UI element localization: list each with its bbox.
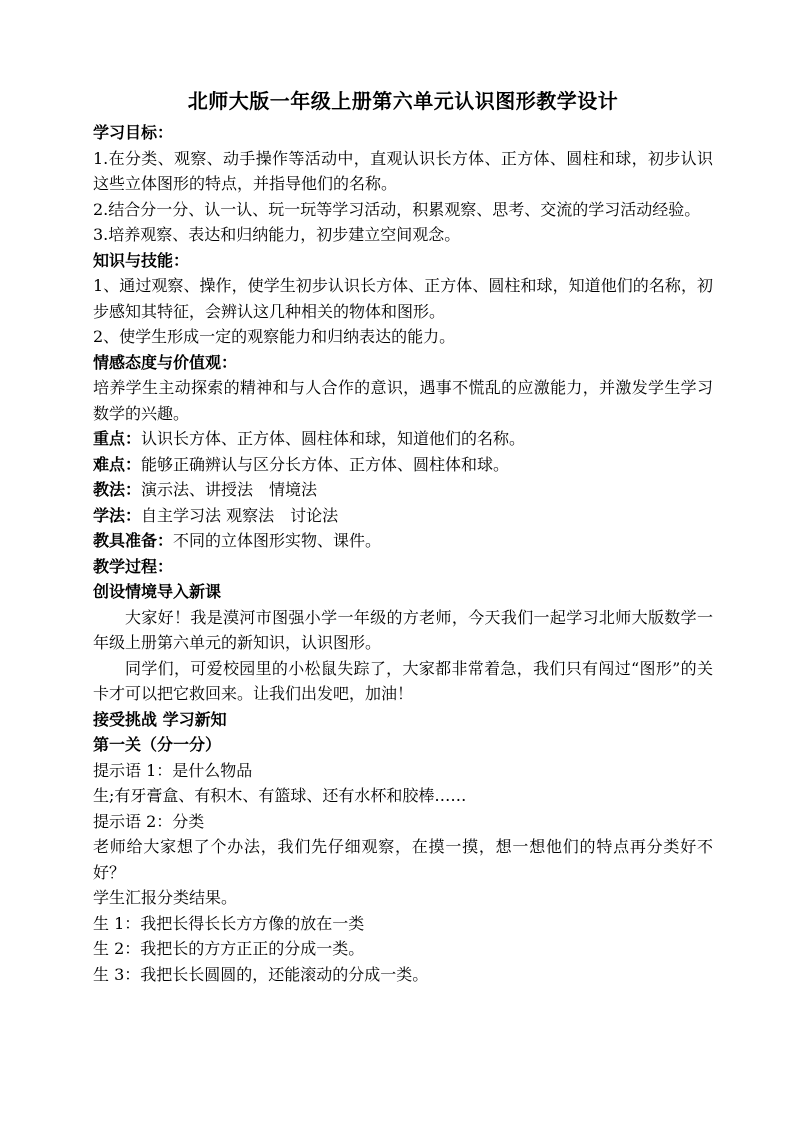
objective-item-1: 1.在分类、观察、动手操作等活动中，直观认识长方体、正方体、圆柱和球，初步认识这些立体图形的特点，并指导他们的名称。 bbox=[93, 148, 713, 193]
level1-line-8: 生 3：我把长长圆圆的，还能滚动的分成一类。 bbox=[93, 964, 429, 984]
level1-line-1: 提示语 1：是什么物品 bbox=[93, 760, 253, 780]
teaching-method-text: 演示法、讲授法 情境法 bbox=[141, 480, 318, 499]
difficulty-line bbox=[93, 452, 713, 478]
materials-label: 教具准备： bbox=[93, 531, 174, 550]
objective-item-3: 3.培养观察、表达和归纳能力，初步建立空间观念。 bbox=[93, 225, 461, 244]
materials-text: 不同的立体图形实物、课件。 bbox=[173, 531, 382, 550]
document-body bbox=[93, 86, 713, 987]
teaching-method-label: 教法： bbox=[93, 480, 142, 499]
document-title: 北师大版一年级上册第六单元认识图形教学设计 bbox=[187, 89, 619, 113]
level1-heading: 第一关（分一分） bbox=[93, 735, 222, 754]
objectives-heading: 学习目标： bbox=[93, 123, 174, 142]
difficulty-text: 能够正确辨认与区分长方体、正方体、圆柱体和球。 bbox=[141, 454, 510, 474]
teaching-method-line bbox=[93, 477, 713, 503]
emotion-heading: 情感态度与价值观： bbox=[93, 352, 238, 372]
intro-paragraph-1: 大家好！我是漠河市图强小学一年级的方老师，今天我们一起学习北师大版数学一年级上册第六单元的新知识，认识图形。 bbox=[93, 607, 713, 652]
level1-line-4: 老师给大家想了个办法，我们先仔细观察，在摸一摸，想一想他们的特点再分类好不好？ bbox=[93, 837, 713, 882]
key-point-text: 认识长方体、正方体、圆柱体和球，知道他们的名称。 bbox=[141, 429, 526, 448]
process-heading: 教学过程： bbox=[93, 556, 174, 576]
challenge-heading: 接受挑战 学习新知 bbox=[93, 709, 227, 729]
level1-line-2: 生;有牙膏盒、有积木、有篮球、还有水杯和胶棒…… bbox=[93, 786, 467, 805]
emotion-text: 培养学生主动探索的精神和与人合作的意识，遇事不慌乱的应激能力，并激发学生学习数学的兴趣。 bbox=[93, 378, 713, 423]
level1-line-7: 生 2：我把长的方方正正的分成一类。 bbox=[93, 939, 365, 958]
learning-method-line bbox=[93, 503, 713, 529]
intro-heading: 创设情境导入新课 bbox=[93, 582, 222, 601]
level1-line-5: 学生汇报分类结果。 bbox=[93, 888, 238, 907]
key-point-line bbox=[93, 426, 713, 452]
knowledge-heading: 知识与技能： bbox=[93, 250, 190, 270]
objective-item-2: 2.结合分一分、认一认、玩一玩等学习活动，积累观察、思考、交流的学习活动经验。 bbox=[93, 199, 701, 219]
level1-line-6: 生 1：我把长得长长方方像的放在一类 bbox=[93, 913, 365, 933]
materials-line bbox=[93, 528, 713, 554]
learning-method-label: 学法： bbox=[93, 505, 142, 525]
key-point-label: 重点： bbox=[93, 429, 142, 448]
knowledge-item-2: 2、使学生形成一定的观察能力和归纳表达的能力。 bbox=[93, 327, 456, 346]
intro-paragraph-2: 同学们，可爱校园里的小松鼠失踪了，大家都非常着急，我们只有闯过“图形”的关卡才可以把它救回来。让我们出发吧，加油！ bbox=[93, 658, 713, 703]
level1-line-3: 提示语 2：分类 bbox=[93, 811, 205, 831]
learning-method-text: 自主学习法 观察法 讨论法 bbox=[141, 505, 339, 525]
difficulty-label: 难点： bbox=[93, 454, 142, 474]
knowledge-item-1: 1、通过观察、操作，使学生初步认识长方体、正方体、圆柱和球，知道他们的名称，初步感知其特征，会辨认这几种相关的物体和图形。 bbox=[93, 276, 713, 321]
